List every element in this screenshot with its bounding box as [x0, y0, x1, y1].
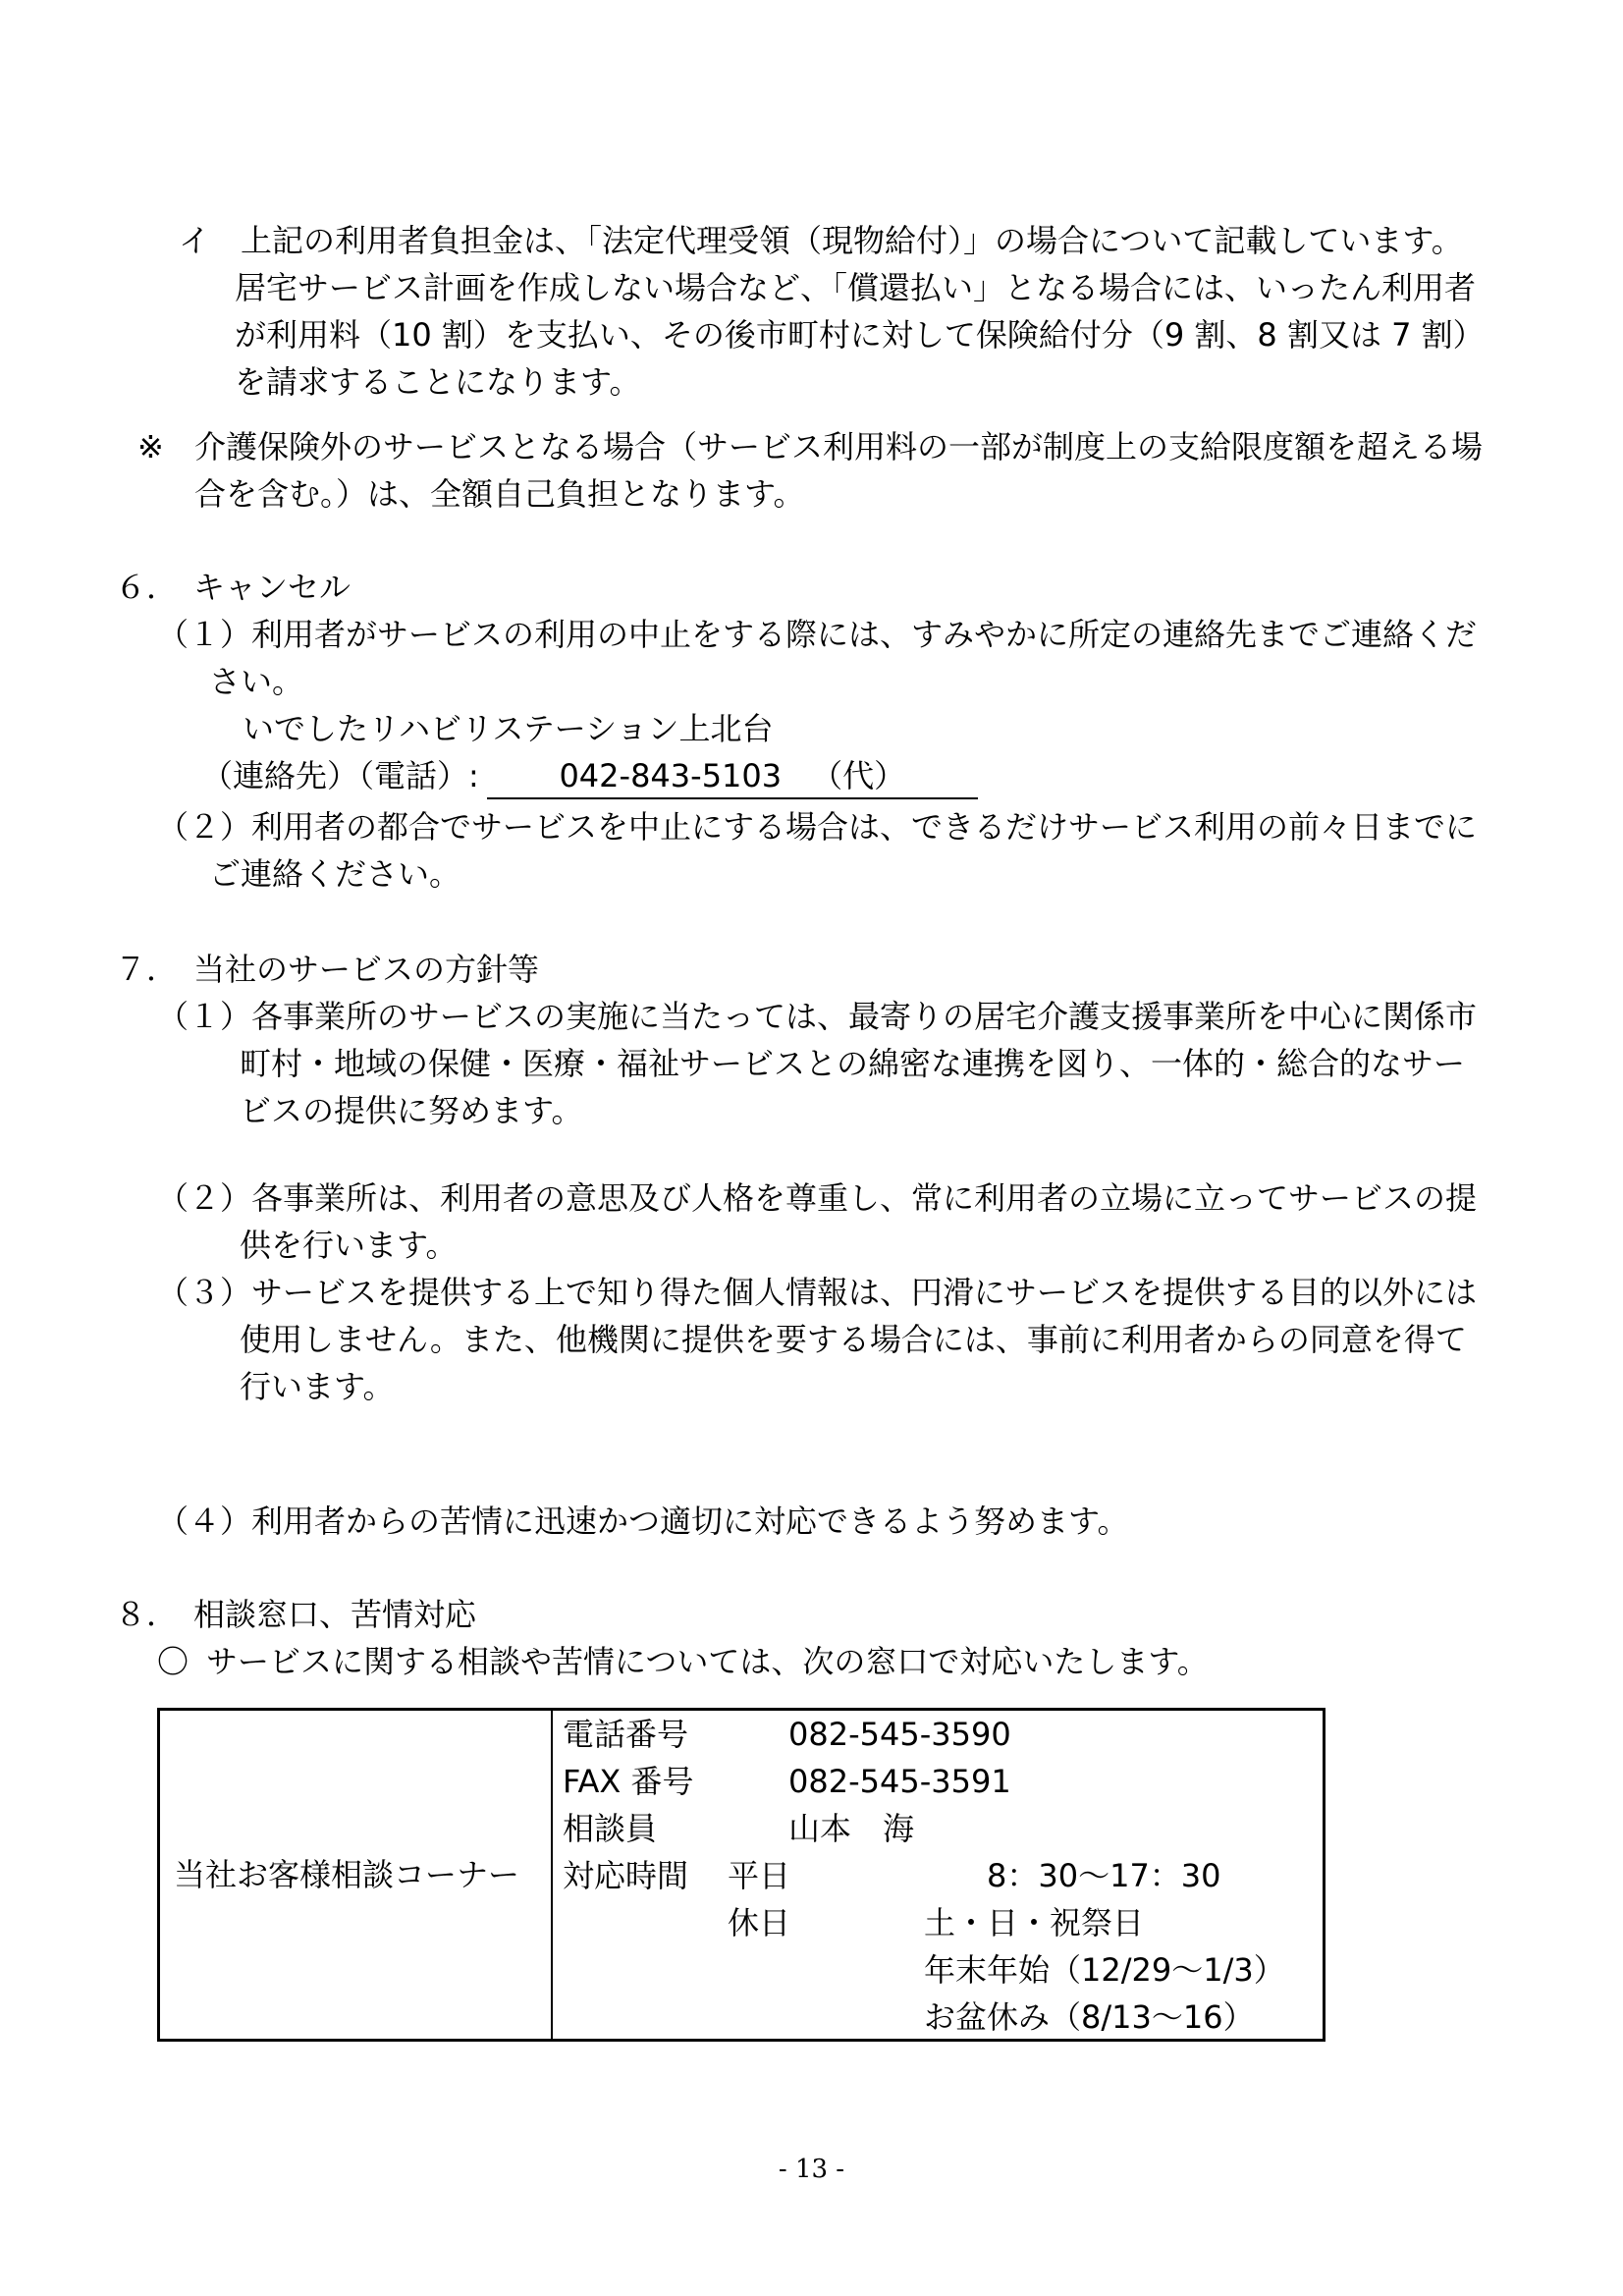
table-right-cell	[553, 1711, 1323, 2039]
table-row-counselor	[553, 1805, 1323, 1852]
facility-name: いでしたリハビリステーション上北台	[243, 710, 774, 747]
section7-item4	[157, 1498, 1623, 1545]
paragraph-line: が利用料（10 割）を支払い、その後市町村に対して保険給付分（9 割、8 割又は 7 割）	[235, 316, 1485, 354]
paragraph-line: さい。	[209, 663, 304, 700]
item-marker: （３）	[157, 1274, 252, 1311]
paragraph-text: 利用者からの苦情に迅速かつ適切に対応できるよう努めます。	[251, 1503, 1129, 1540]
paragraph-text: 利用者の都合でサービスを中止にする場合は、できるだけサービス利用の前々日までに	[251, 808, 1478, 846]
table-row-hours-weekday	[553, 1852, 1323, 1899]
section8-bullet	[157, 1638, 1623, 1685]
paragraph-line: 行います。	[240, 1368, 395, 1405]
paragraph-line	[157, 993, 1623, 1040]
paragraph-text: 各事業所のサービスの実施に当たっては、最寄りの居宅介護支援事業所を中心に関係市	[251, 998, 1478, 1035]
section7-item3	[157, 1269, 1623, 1410]
paragraph-line: 合を含む。）は、全額自己負担となります。	[194, 475, 805, 513]
note-item-i	[179, 217, 1623, 406]
paragraph-line: ビスの提供に努めます。	[240, 1092, 583, 1129]
contact-phone-note: （代）	[811, 757, 906, 794]
table-row-newyear	[553, 1946, 1323, 1994]
item-marker: （２）	[157, 808, 252, 846]
row-label: 相談員	[563, 1810, 658, 1847]
paragraph-text: サービスを提供する上で知り得た個人情報は、円滑にサービスを提供する目的以外には	[251, 1274, 1478, 1311]
contact-label: （連絡先）（電話）:	[201, 757, 479, 794]
note-insurance	[137, 423, 1623, 518]
section7-heading: ７． 当社のサービスの方針等	[115, 951, 540, 988]
table-row-obon	[553, 1994, 1323, 2041]
contact-line	[201, 752, 1623, 799]
consultation-table	[157, 1708, 1325, 2042]
row-label: FAX 番号	[563, 1763, 694, 1800]
paragraph-text: 各事業所は、利用者の意思及び人格を尊重し、常に利用者の立場に立ってサービスの提	[251, 1179, 1478, 1217]
row-value: 土・日・祝祭日	[924, 1904, 1145, 1941]
paragraph-line	[157, 803, 1623, 850]
paragraph-text: 上記の利用者負担金は、「法定代理受領（現物給付）」の場合について記載しています。	[241, 222, 1463, 259]
paragraph-line: 町村・地域の保健・医療・福祉サービスとの綿密な連携を図り、一体的・総合的なサー	[240, 1045, 1466, 1082]
section6-heading: ６． キャンセル	[115, 569, 352, 606]
kome-marker: ※	[137, 428, 164, 465]
row-label: 電話番号	[563, 1716, 689, 1753]
table-left-header: 当社お客様相談コーナー	[160, 1711, 553, 2039]
paragraph-line	[157, 1269, 1623, 1316]
table-row-phone	[553, 1711, 1323, 1758]
item-marker: （２）	[157, 1179, 252, 1217]
paragraph-line	[157, 611, 1623, 658]
paragraph-text: 介護保険外のサービスとなる場合（サービス利用料の一部が制度上の支給限度額を超える場	[194, 428, 1484, 465]
section8-heading: ８． 相談窓口、苦情対応	[115, 1596, 477, 1633]
row-value: 082-545-3590	[788, 1716, 1011, 1753]
paragraph-line: を請求することになります。	[235, 363, 641, 401]
paragraph-text: 利用者がサービスの利用の中止をする際には、すみやかに所定の連絡先までご連絡くだ	[251, 616, 1478, 653]
paragraph-line	[157, 1498, 1623, 1545]
bullet-text: サービスに関する相談や苦情については、次の窓口で対応いたします。	[206, 1643, 1209, 1680]
table-row-holiday	[553, 1899, 1323, 1946]
row-value: 年末年始（12/29～1/3）	[924, 1951, 1285, 1989]
paragraph-line	[179, 217, 1623, 264]
row-value: 8：30～17：30	[987, 1857, 1221, 1894]
row-label: 対応時間	[563, 1857, 689, 1894]
row-value: 082-545-3591	[788, 1763, 1011, 1800]
paragraph-line: 供を行います。	[240, 1227, 458, 1264]
paragraph-line: 使用しません。また、他機関に提供を要する場合には、事前に利用者からの同意を得て	[240, 1321, 1467, 1358]
contact-phone: 042-843-5103	[559, 757, 783, 794]
row-value: お盆休み（8/13～16）	[924, 1998, 1255, 2036]
contact-phone-blank	[487, 754, 978, 799]
page-number: - 13 -	[778, 2155, 845, 2184]
paragraph-line: 居宅サービス計画を作成しない場合など、「償還払い」となる場合には、いったん利用者	[235, 269, 1477, 306]
section6-item1	[157, 611, 1623, 705]
section7-item1	[157, 993, 1623, 1134]
circle-bullet-marker: 〇	[157, 1643, 189, 1680]
item-marker: （１）	[157, 998, 252, 1035]
item-marker: （４）	[157, 1503, 252, 1540]
item-marker: （１）	[157, 616, 252, 653]
row-sub-label: 休日	[728, 1904, 791, 1941]
paragraph-line	[137, 423, 1623, 470]
row-value: 山本 海	[788, 1810, 915, 1847]
table-row-fax	[553, 1758, 1323, 1805]
item-marker: イ	[179, 222, 211, 259]
section7-item2	[157, 1175, 1623, 1269]
paragraph-line	[157, 1175, 1623, 1222]
row-sub-label: 平日	[728, 1857, 791, 1894]
section6-item2	[157, 803, 1623, 898]
paragraph-line: ご連絡ください。	[209, 855, 461, 893]
